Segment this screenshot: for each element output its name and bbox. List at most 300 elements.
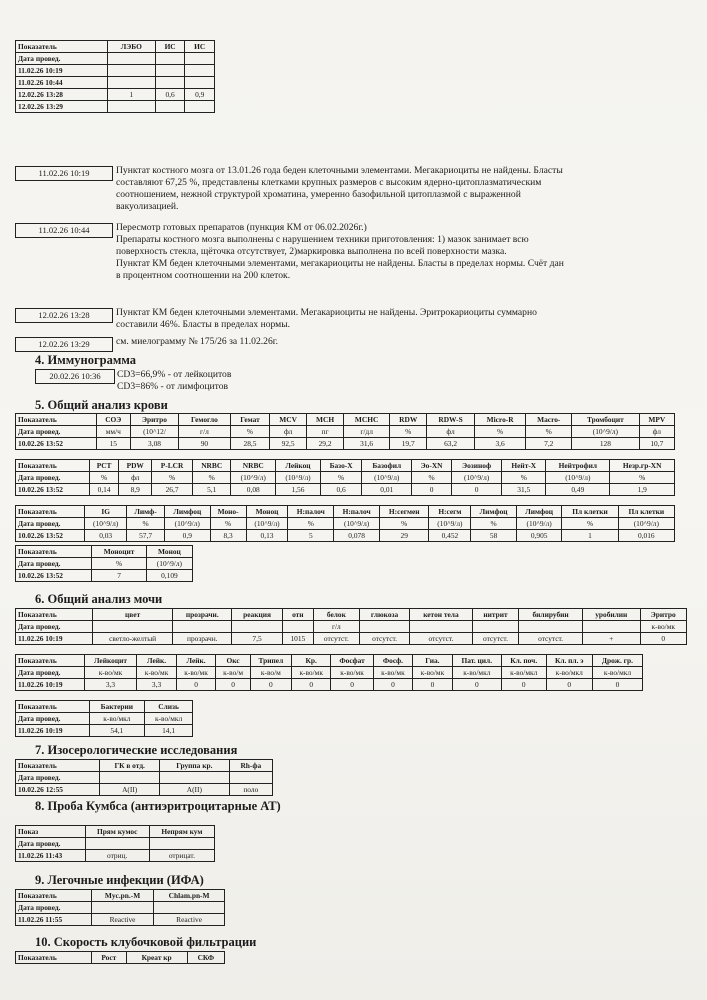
urine-head-cell: белок [313, 609, 359, 621]
blood-value-cell: 19,7 [390, 438, 427, 450]
urine-unit-cell: к-во/мкл [452, 667, 501, 679]
section-8-title: 8. Проба Кумбса (антиэритроцитарные АТ) [35, 799, 281, 813]
blood-unit-cell: пг [306, 426, 343, 438]
blood-head-cell: Лимфоц [516, 506, 562, 518]
blood-unit-cell: % [474, 426, 526, 438]
blood-value-cell: 0,49 [546, 484, 610, 496]
urine-head-cell: глюкоза [360, 609, 410, 621]
blood-unit-cell: % [288, 518, 334, 530]
blood-value-cell: 0 [412, 484, 452, 496]
urine-unit-cell: к-во/мк [84, 667, 137, 679]
urine-unit-cell: г/л [313, 621, 359, 633]
blood-unit-cell: фл [119, 472, 152, 484]
table-cell [107, 65, 155, 77]
head-cell: Группа кр. [160, 760, 230, 772]
blood-unit-cell: % [610, 472, 675, 484]
blood-unit-cell: (10^9/л) [334, 518, 380, 530]
value-cell: отриц. [85, 850, 149, 862]
urine-head-cell: Бактерии [89, 701, 145, 713]
urine-value-row [16, 679, 643, 691]
blood-value-cell: 5,1 [193, 484, 231, 496]
value-row [16, 784, 273, 796]
value-cell: Reactive [91, 914, 153, 926]
value-cell: отрицат. [149, 850, 214, 862]
blood-unit-cell: Дата провед. [16, 426, 97, 438]
empty-cell [100, 772, 160, 784]
coombs-table [15, 825, 215, 862]
urine-unit-cell: Дата провед. [16, 713, 90, 725]
urine-unit-cell: к-во/мк [176, 667, 216, 679]
urine-unit-cell: к-во/мк [640, 621, 686, 633]
blood-head-cell: Н:сегмен [380, 506, 429, 518]
blood-unit-cell: (10^12/ [130, 426, 178, 438]
urine-head-cell: реакция [232, 609, 283, 621]
urine-value-cell: отсутст. [313, 633, 359, 645]
blood-unit-cell: (10^9/л) [516, 518, 562, 530]
table-cell [155, 77, 185, 89]
blood-unit-cell: (10^9/л) [85, 518, 127, 530]
urine-unit-cell: к-во/мк [413, 667, 453, 679]
header-table [15, 40, 215, 113]
blood-head-cell: Показатель [16, 506, 85, 518]
blood-head-cell: Базо-Х [320, 460, 361, 472]
blood-unit-cell: (10^9/л) [572, 426, 640, 438]
urine-value-cell: 3,3 [137, 679, 177, 691]
blood-unit-row [16, 518, 675, 530]
blood-unit-cell: % [89, 472, 118, 484]
note-line: Пунктат КМ беден клеточными элементами. Мегакариоциты не найдены. Эритрокариоциты суммарно [116, 307, 537, 318]
note-line: составили 46%. Бласты в пределах нормы. [116, 319, 291, 330]
blood-unit-row [16, 472, 675, 484]
blood-value-cell: 0,016 [618, 530, 674, 542]
blood-table-3 [15, 505, 675, 542]
blood-unit-cell: (10^9/л) [362, 472, 412, 484]
blood-head-cell: Показатель [16, 546, 92, 558]
blood-value-cell: 0,905 [516, 530, 562, 542]
table-cell [155, 65, 185, 77]
urine-head-cell: уробилин [582, 609, 640, 621]
urine-head-cell: Кл. пл. э [546, 655, 592, 667]
blood-value-cell: 29,2 [306, 438, 343, 450]
urine-value-cell: прозрачн. [173, 633, 232, 645]
blood-value-row [16, 570, 193, 582]
urine-head-cell: Кр. [291, 655, 331, 667]
urine-value-cell: 11.02.26 10:19 [16, 725, 90, 737]
value-cell: A(II) [100, 784, 160, 796]
note-line: Пунктат костного мозга от 13.01.26 года беден клеточными элементами. Мегакариоциты не найдены. Бласты [116, 165, 563, 176]
value-row [16, 914, 225, 926]
sub-row [16, 838, 215, 850]
blood-unit-cell: фл [270, 426, 307, 438]
sub-cell: Дата провед. [16, 838, 86, 850]
blood-unit-cell: (10^9/л) [451, 472, 501, 484]
urine-value-cell: 14,1 [145, 725, 193, 737]
blood-value-cell: 10,7 [639, 438, 674, 450]
urine-table-1 [15, 608, 687, 645]
urine-head-cell: Трипел [250, 655, 291, 667]
urine-unit-cell: к-во/м [250, 667, 291, 679]
note-date: 12.02.26 13:29 [15, 337, 113, 352]
table-cell [185, 101, 215, 113]
blood-head-cell: Н:палоч [288, 506, 334, 518]
blood-unit-cell: % [412, 472, 452, 484]
blood-unit-cell: Дата провед. [16, 518, 85, 530]
urine-value-cell: 3,3 [84, 679, 137, 691]
empty-cell [107, 53, 155, 65]
blood-value-cell: 3,6 [474, 438, 526, 450]
blood-unit-cell: % [210, 518, 246, 530]
blood-value-cell: 0,109 [146, 570, 192, 582]
blood-value-cell: 1,9 [610, 484, 675, 496]
blood-unit-cell: (10^9/л) [429, 518, 471, 530]
urine-head-cell: Слизь [145, 701, 193, 713]
header-cell: ЛЭБО [107, 41, 155, 53]
blood-head-cell: NRBC [231, 460, 276, 472]
blood-value-cell: 28,5 [230, 438, 270, 450]
table-cell: 12.02.26 13:28 [16, 89, 108, 101]
head-cell: ГК в отд. [100, 760, 160, 772]
blood-unit-cell: % [127, 518, 165, 530]
blood-unit-cell: г/л [179, 426, 231, 438]
header-row [16, 41, 215, 53]
urine-head-cell: Лейкоцит [84, 655, 137, 667]
note-date: 11.02.26 10:19 [15, 166, 113, 181]
head-row [16, 890, 225, 902]
urine-unit-cell: к-во/мкл [145, 713, 193, 725]
blood-head-cell: Эозиноф [451, 460, 501, 472]
blood-unit-cell: г/дл [344, 426, 390, 438]
section-5-title: 5. Общий анализ крови [35, 398, 168, 412]
urine-head-cell: Окс [216, 655, 251, 667]
blood-head-row [16, 506, 675, 518]
blood-unit-cell: % [502, 472, 546, 484]
head-cell: Непрям кум [149, 826, 214, 838]
sub-cell: Дата провед. [16, 902, 92, 914]
head-row [16, 826, 215, 838]
urine-table-3 [15, 700, 193, 737]
urine-table-2 [15, 654, 643, 691]
blood-head-cell: Лимфоц [471, 506, 517, 518]
value-cell: 11.02.26 11:43 [16, 850, 86, 862]
blood-head-cell: RDW-S [427, 414, 474, 426]
empty-cell [160, 772, 230, 784]
immuno-date: 20.02.26 10:36 [35, 369, 115, 384]
urine-unit-cell: к-во/мк [373, 667, 413, 679]
urine-value-cell: 0 [216, 679, 251, 691]
head-row [16, 760, 273, 772]
blood-value-cell: 15 [96, 438, 130, 450]
blood-unit-row [16, 426, 675, 438]
urine-head-row [16, 609, 687, 621]
empty-cell [91, 902, 153, 914]
empty-cell [149, 838, 214, 850]
urine-unit-row [16, 713, 193, 725]
empty-cell [154, 902, 225, 914]
urine-value-cell: 11.02.26 10:19 [16, 679, 85, 691]
urine-head-cell: кетон тела [410, 609, 473, 621]
urine-unit-cell: Дата провед. [16, 667, 85, 679]
urine-value-cell: 0 [291, 679, 331, 691]
blood-value-cell: 0,13 [246, 530, 288, 542]
note-line: поверхность стекла, щёточка отсутствует, 2)маркировка выполнена по всей поверхности мазка. [116, 246, 507, 257]
table-cell: 11.02.26 10:44 [16, 77, 108, 89]
urine-head-row [16, 701, 193, 713]
head-cell: Chlam.pn-M [154, 890, 225, 902]
blood-unit-cell: (10^9/л) [546, 472, 610, 484]
blood-head-cell: Нейтрофил [546, 460, 610, 472]
urine-unit-cell: к-во/мк [331, 667, 373, 679]
header-cell: ИС [155, 41, 185, 53]
empty-cell [85, 838, 149, 850]
immuno-line-2: CD3=86% - от лимфоцитов [117, 381, 229, 392]
urine-unit-cell: к-во/мк [291, 667, 331, 679]
section-7-title: 7. Изосерологические исследования [35, 743, 238, 757]
urine-head-cell: Лейк. [137, 655, 177, 667]
blood-value-cell: 0,14 [89, 484, 118, 496]
urine-unit-cell: к-во/мкл [546, 667, 592, 679]
blood-value-cell: 31,5 [502, 484, 546, 496]
blood-value-cell: 0,078 [334, 530, 380, 542]
urine-value-row [16, 633, 687, 645]
blood-value-cell: 7,2 [526, 438, 572, 450]
head-cell: Показатель [16, 952, 92, 964]
blood-head-cell: Лимф- [127, 506, 165, 518]
table-row [16, 65, 215, 77]
table-cell [155, 101, 185, 113]
blood-value-row [16, 530, 675, 542]
blood-unit-cell: фл [427, 426, 474, 438]
value-cell: поло [229, 784, 272, 796]
urine-head-row [16, 655, 643, 667]
blood-table-1 [15, 413, 675, 450]
value-cell: 11.02.26 11:55 [16, 914, 92, 926]
urine-head-cell: Дрож. гр. [592, 655, 642, 667]
urine-value-cell: отсутст. [472, 633, 518, 645]
blood-unit-cell: % [526, 426, 572, 438]
head-cell: Показатель [16, 890, 92, 902]
blood-unit-cell: % [390, 426, 427, 438]
blood-unit-cell: % [562, 518, 618, 530]
header-cell: Показатель [16, 41, 108, 53]
urine-head-cell: Фосфат [331, 655, 373, 667]
blood-value-cell: 92,5 [270, 438, 307, 450]
urine-unit-cell: к-во/мкл [501, 667, 546, 679]
urine-unit-cell: к-во/мкл [592, 667, 642, 679]
blood-head-cell: Незр.гр-XN [610, 460, 675, 472]
blood-head-row [16, 414, 675, 426]
blood-value-cell: 10.02.26 13:52 [16, 570, 92, 582]
blood-head-cell: Показатель [16, 460, 90, 472]
note-line: см. миелограмму № 175/26 за 11.02.26г. [116, 336, 279, 347]
urine-head-cell: Фосф. [373, 655, 413, 667]
urine-value-cell: 1015 [283, 633, 314, 645]
blood-value-cell: 1 [562, 530, 618, 542]
blood-head-cell: Показатель [16, 414, 97, 426]
subheader-row [16, 53, 215, 65]
value-row [16, 850, 215, 862]
note-line: Пунктат КМ беден клеточными элементами, мегакариоциты не найдены. Бласты в пределах нормы. Счёт дан [116, 258, 564, 269]
blood-value-cell: 0 [451, 484, 501, 496]
blood-unit-cell: % [471, 518, 517, 530]
note-line: составляют 67,25 %, представлены клетками крупных размеров с высоким ядерно-цитоплазматическим [116, 177, 542, 188]
blood-value-cell: 31,6 [344, 438, 390, 450]
blood-head-cell: Н:палоч [334, 506, 380, 518]
section-4-title: 4. Иммунограмма [35, 353, 137, 367]
blood-value-cell: 1,56 [276, 484, 321, 496]
blood-value-cell: 0,01 [362, 484, 412, 496]
head-row [16, 952, 225, 964]
blood-head-cell: MCV [270, 414, 307, 426]
blood-unit-cell: Дата провед. [16, 472, 90, 484]
urine-value-cell: 0 [413, 679, 453, 691]
immuno-line-1: CD3=66,9% - от лейкоцитов [117, 369, 232, 380]
urine-head-cell: Гиа. [413, 655, 453, 667]
blood-head-cell: Эритро [130, 414, 178, 426]
blood-unit-cell: (10^9/л) [146, 558, 192, 570]
blood-unit-cell: (10^9/л) [231, 472, 276, 484]
blood-unit-cell: % [152, 472, 193, 484]
empty-cell [155, 53, 185, 65]
blood-head-cell: Пл клетки [562, 506, 618, 518]
urine-head-cell: Лейк. [176, 655, 216, 667]
urine-head-cell: Эритро [640, 609, 686, 621]
value-cell: 10.02.26 12:55 [16, 784, 100, 796]
blood-unit-cell: % [230, 426, 270, 438]
blood-value-cell: 0,03 [85, 530, 127, 542]
urine-unit-cell [92, 621, 173, 633]
blood-value-cell: 3,08 [130, 438, 178, 450]
blood-head-cell: Эо-XN [412, 460, 452, 472]
urine-value-cell: отсутст. [360, 633, 410, 645]
head-cell: Показ [16, 826, 86, 838]
section-9-title: 9. Легочные инфекции (ИФА) [35, 873, 204, 887]
urine-unit-cell [283, 621, 314, 633]
blood-unit-cell: мм/ч [96, 426, 130, 438]
head-cell: Показатель [16, 760, 100, 772]
urine-head-cell: Пат. цил. [452, 655, 501, 667]
blood-head-cell: Моноц [246, 506, 288, 518]
urine-unit-row [16, 667, 643, 679]
urine-value-cell: 0 [452, 679, 501, 691]
note-line: в процентном соотношении на 200 клеток. [116, 270, 291, 281]
table-cell [185, 77, 215, 89]
head-cell: Rh-фа [229, 760, 272, 772]
urine-value-cell: 0 [501, 679, 546, 691]
urine-value-cell: светло-желтый [92, 633, 173, 645]
urine-unit-cell [519, 621, 583, 633]
value-cell: Reactive [154, 914, 225, 926]
blood-head-cell: Н:сегм [429, 506, 471, 518]
blood-head-cell: Моно- [210, 506, 246, 518]
note-date: 12.02.26 13:28 [15, 308, 113, 323]
head-cell: Myc.pn.-M [91, 890, 153, 902]
blood-value-cell: 10.02.26 13:52 [16, 438, 97, 450]
blood-head-cell: Micro-R [474, 414, 526, 426]
urine-head-cell: нитрит [472, 609, 518, 621]
value-cell: A(II) [160, 784, 230, 796]
blood-unit-cell: (10^9/л) [276, 472, 321, 484]
urine-head-cell: Кл. поч. [501, 655, 546, 667]
blood-head-cell: MCHC [344, 414, 390, 426]
urine-head-cell: отн [283, 609, 314, 621]
urine-value-cell: 0 [546, 679, 592, 691]
blood-head-cell: Лейкоц [276, 460, 321, 472]
section-6-title: 6. Общий анализ мочи [35, 592, 163, 606]
head-cell: Креат кр [126, 952, 187, 964]
urine-unit-cell [173, 621, 232, 633]
sub-row [16, 902, 225, 914]
blood-head-cell: Гемогло [179, 414, 231, 426]
blood-head-cell: NRBC [193, 460, 231, 472]
blood-table-4 [15, 545, 193, 582]
blood-unit-cell: (10^9/л) [165, 518, 211, 530]
sub-row [16, 772, 273, 784]
urine-value-cell: 0 [176, 679, 216, 691]
urine-unit-cell [232, 621, 283, 633]
blood-head-cell: PCT [89, 460, 118, 472]
blood-head-cell: Базофил [362, 460, 412, 472]
blood-head-cell: RDW [390, 414, 427, 426]
blood-head-cell: Macro- [526, 414, 572, 426]
blood-unit-row [16, 558, 193, 570]
table-cell [107, 77, 155, 89]
blood-head-row [16, 460, 675, 472]
urine-value-cell: отсутст. [519, 633, 583, 645]
blood-unit-cell: Дата провед. [16, 558, 92, 570]
urine-unit-cell [410, 621, 473, 633]
blood-value-row [16, 484, 675, 496]
urine-head-cell: Показатель [16, 701, 90, 713]
blood-head-cell: P-LCR [152, 460, 193, 472]
urine-value-cell: 7,5 [232, 633, 283, 645]
urine-head-cell: цвет [92, 609, 173, 621]
blood-value-cell: 5 [288, 530, 334, 542]
blood-table-2 [15, 459, 675, 496]
table-row [16, 89, 215, 101]
urine-value-cell: 11.02.26 10:19 [16, 633, 93, 645]
blood-head-cell: Моноцит [92, 546, 147, 558]
blood-value-cell: 26,7 [152, 484, 193, 496]
urine-value-cell: 0 [640, 633, 686, 645]
blood-value-cell: 7 [92, 570, 147, 582]
table-cell: 11.02.26 10:19 [16, 65, 108, 77]
blood-value-cell: 128 [572, 438, 640, 450]
table-cell [107, 101, 155, 113]
urine-unit-cell: к-во/мк [137, 667, 177, 679]
urine-head-cell: билирубин [519, 609, 583, 621]
note-date: 11.02.26 10:44 [15, 223, 113, 238]
urine-value-cell: 54,1 [89, 725, 145, 737]
urine-unit-row [16, 621, 687, 633]
blood-unit-cell: фл [639, 426, 674, 438]
urine-unit-cell: к-во/м [216, 667, 251, 679]
blood-value-cell: 0,452 [429, 530, 471, 542]
blood-head-row [16, 546, 193, 558]
urine-value-cell: 0 [250, 679, 291, 691]
section-10-title: 10. Скорость клубочковой фильтрации [35, 935, 257, 949]
note-line: Пересмотр готовых препаратов (пункция КМ от 06.02.2026г.) [116, 222, 367, 233]
urine-head-cell: Показатель [16, 609, 93, 621]
blood-head-cell: Тромбоцит [572, 414, 640, 426]
urine-unit-cell [360, 621, 410, 633]
blood-head-cell: СОЭ [96, 414, 130, 426]
blood-value-cell: 63,2 [427, 438, 474, 450]
iso-table [15, 759, 273, 796]
blood-value-cell: 10.02.26 13:52 [16, 530, 85, 542]
blood-unit-cell: % [193, 472, 231, 484]
note-line: вакуолизацией. [116, 201, 179, 212]
blood-head-cell: MCH [306, 414, 343, 426]
